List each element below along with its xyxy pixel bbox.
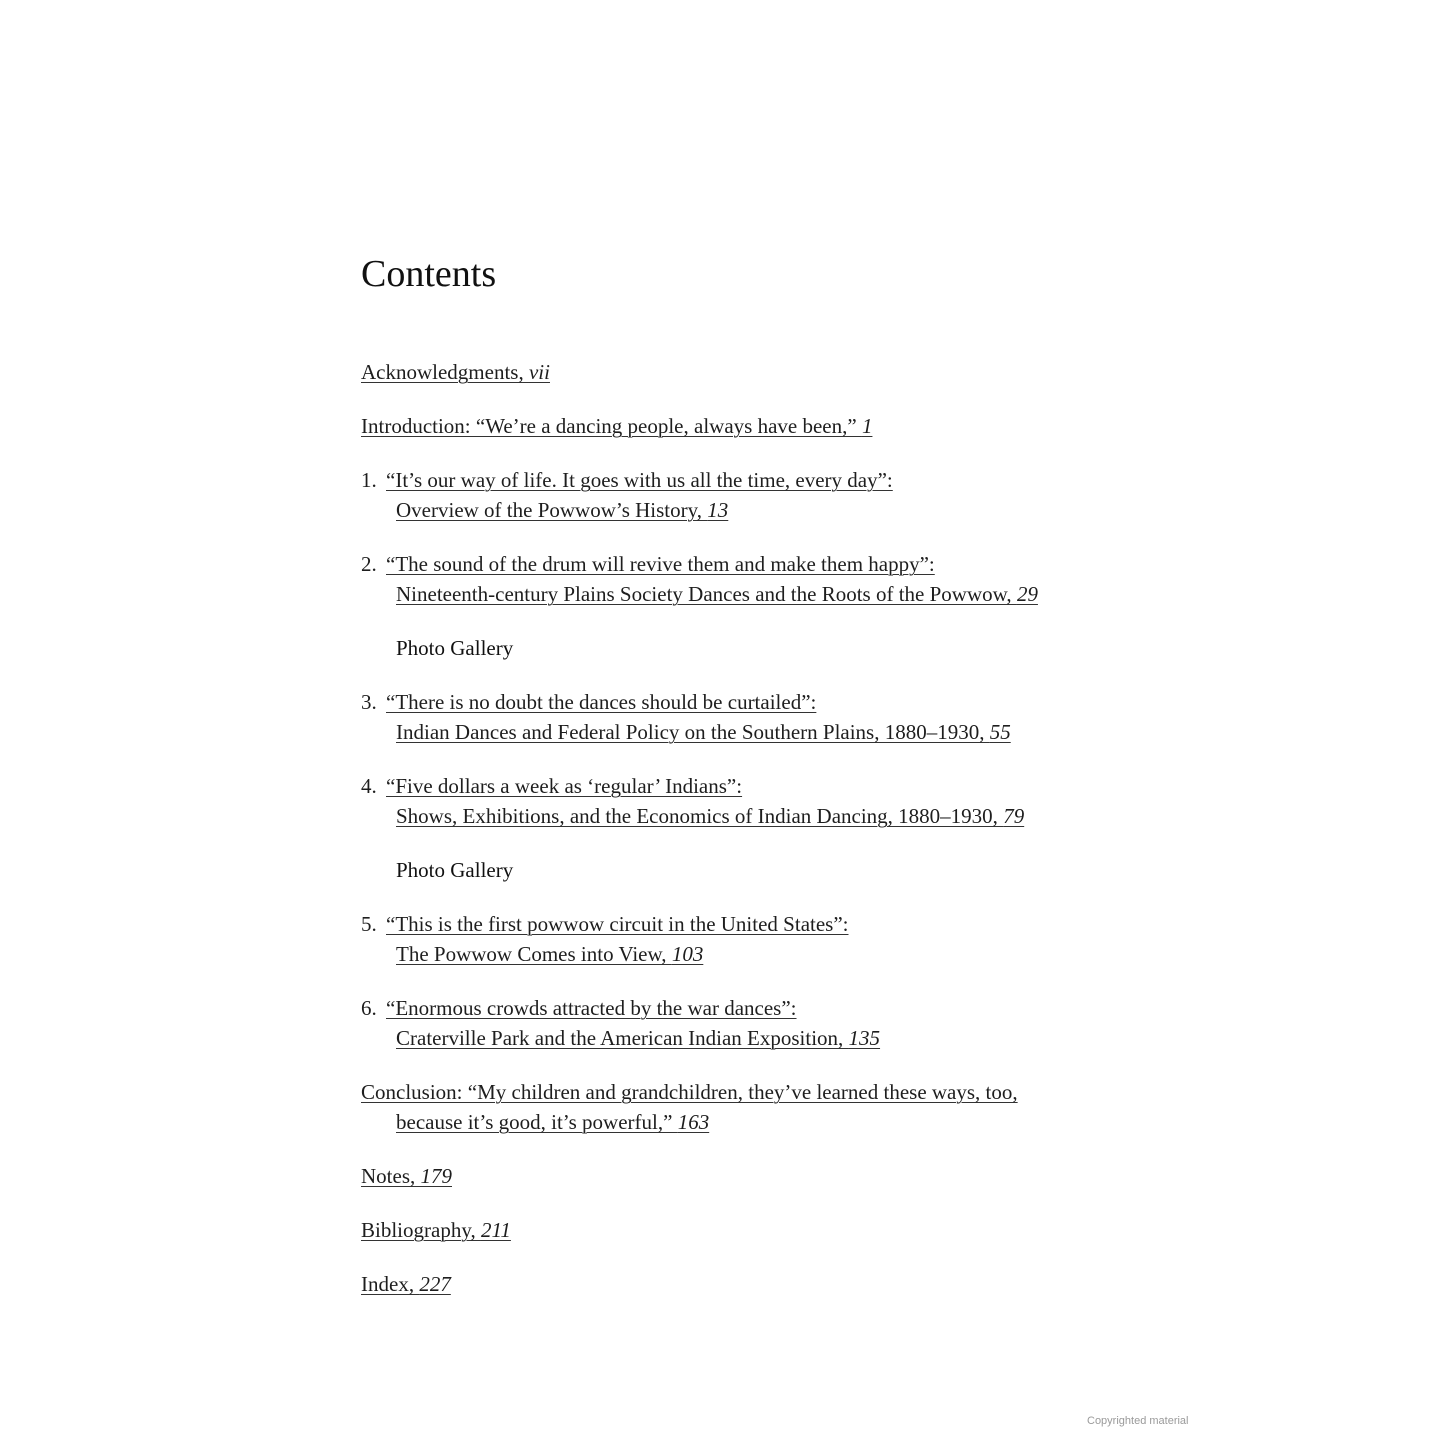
chapter-number: 1. xyxy=(361,468,377,492)
chapter-title: “It’s our way of life. It goes with us all the time, every day”: xyxy=(386,468,893,492)
chapter-number: 2. xyxy=(361,552,377,576)
toc-line xyxy=(361,411,872,441)
toc-line xyxy=(361,465,893,495)
toc-page-number: 55 xyxy=(989,720,1011,744)
toc-entry-chapter-6[interactable] xyxy=(361,993,880,1053)
toc-link-chapter-5-title[interactable] xyxy=(361,912,849,936)
toc-entry-chapter-4[interactable] xyxy=(361,771,1024,831)
toc-entry-text: Bibliography, xyxy=(361,1218,481,1242)
toc-link-chapter-3-subtitle[interactable] xyxy=(396,720,1011,744)
toc-link-chapter-6-subtitle[interactable] xyxy=(396,1026,880,1050)
toc-line xyxy=(361,1269,451,1299)
toc-line xyxy=(361,717,1011,747)
toc-link-conclusion-subtitle[interactable] xyxy=(396,1110,709,1134)
chapter-subtitle: Nineteenth-century Plains Society Dances and the Roots of the Powwow, xyxy=(396,582,1017,606)
chapter-subtitle: The Powwow Comes into View, xyxy=(396,942,672,966)
toc-page-number: 29 xyxy=(1016,582,1038,606)
toc-link-introduction[interactable] xyxy=(361,414,872,438)
toc-link-chapter-6-title[interactable] xyxy=(361,996,797,1020)
toc-page-number: 135 xyxy=(848,1026,881,1050)
conclusion-title: Conclusion: “My children and grandchildren, they’ve learned these ways, too, xyxy=(361,1080,1018,1104)
toc-entry-photo-gallery-1 xyxy=(361,633,513,663)
toc-line xyxy=(361,579,1038,609)
toc-entry-chapter-3[interactable] xyxy=(361,687,1011,747)
toc-line xyxy=(361,939,849,969)
toc-entry-chapter-1[interactable] xyxy=(361,465,893,525)
toc-link-bibliography[interactable] xyxy=(361,1218,511,1242)
toc-page-number: 163 xyxy=(677,1110,710,1134)
toc-line xyxy=(361,1023,880,1053)
toc-entry-acknowledgments[interactable] xyxy=(361,357,550,387)
toc-line xyxy=(361,1215,511,1245)
toc-entry-text: Index, xyxy=(361,1272,420,1296)
toc-line xyxy=(361,1107,1018,1137)
toc-link-notes[interactable] xyxy=(361,1164,452,1188)
toc-line xyxy=(361,771,1024,801)
chapter-subtitle: Indian Dances and Federal Policy on the Southern Plains, 1880–1930, xyxy=(396,720,990,744)
toc-page-number: 79 xyxy=(1003,804,1025,828)
conclusion-subtitle: because it’s good, it’s powerful,” xyxy=(396,1110,678,1134)
toc-entry-text: Acknowledgments, xyxy=(361,360,529,384)
toc-page-number: 211 xyxy=(480,1218,511,1242)
chapter-number: 6. xyxy=(361,996,377,1020)
toc-entry-chapter-5[interactable] xyxy=(361,909,849,969)
toc-line xyxy=(361,495,893,525)
toc-entry-bibliography[interactable] xyxy=(361,1215,511,1245)
photo-gallery-label: Photo Gallery xyxy=(396,636,514,660)
toc-line xyxy=(361,801,1024,831)
chapter-title: “Enormous crowds attracted by the war dances”: xyxy=(386,996,797,1020)
toc-link-chapter-2-subtitle[interactable] xyxy=(396,582,1038,606)
toc-entry-index[interactable] xyxy=(361,1269,451,1299)
toc-entry-conclusion[interactable] xyxy=(361,1077,1018,1137)
toc-page-number: 179 xyxy=(420,1164,452,1188)
toc-entry-text: Notes, xyxy=(361,1164,421,1188)
chapter-title: “The sound of the drum will revive them and make them happy”: xyxy=(386,552,935,576)
chapter-number: 3. xyxy=(361,690,377,714)
toc-entry-introduction[interactable] xyxy=(361,411,872,441)
toc-page-number: 13 xyxy=(707,498,729,522)
chapter-subtitle: Shows, Exhibitions, and the Economics of Indian Dancing, 1880–1930, xyxy=(396,804,1004,828)
toc-link-chapter-2-title[interactable] xyxy=(361,552,935,576)
chapter-title: “There is no doubt the dances should be curtailed”: xyxy=(386,690,817,714)
toc-page-number: 1 xyxy=(861,414,873,438)
toc-entry-notes[interactable] xyxy=(361,1161,452,1191)
copyright-footer: Copyrighted material xyxy=(1087,1415,1189,1427)
toc-entry-photo-gallery-2 xyxy=(361,855,513,885)
toc-line xyxy=(361,687,1011,717)
toc-page-number: vii xyxy=(528,360,550,384)
toc-line xyxy=(361,357,550,387)
chapter-subtitle: Overview of the Powwow’s History, xyxy=(396,498,708,522)
toc-link-chapter-3-title[interactable] xyxy=(361,690,816,714)
toc-entry-chapter-2[interactable] xyxy=(361,549,1038,609)
toc-link-chapter-1-title[interactable] xyxy=(361,468,893,492)
toc-line xyxy=(361,909,849,939)
toc-link-conclusion-title[interactable] xyxy=(361,1080,1018,1104)
toc-page-number: 103 xyxy=(671,942,704,966)
photo-gallery-label: Photo Gallery xyxy=(396,858,514,882)
toc-line xyxy=(361,1077,1018,1107)
toc-link-acknowledgments[interactable] xyxy=(361,360,550,384)
toc-link-chapter-4-title[interactable] xyxy=(361,774,742,798)
page-title: Contents xyxy=(361,253,497,295)
chapter-title: “Five dollars a week as ‘regular’ Indians”: xyxy=(386,774,743,798)
toc-line xyxy=(361,549,1038,579)
toc-link-index[interactable] xyxy=(361,1272,451,1296)
toc-link-chapter-5-subtitle[interactable] xyxy=(396,942,703,966)
toc-line xyxy=(361,1161,452,1191)
toc-line xyxy=(361,993,880,1023)
toc-page-number: 227 xyxy=(419,1272,451,1296)
chapter-number: 4. xyxy=(361,774,377,798)
chapter-number: 5. xyxy=(361,912,377,936)
chapter-title: “This is the first powwow circuit in the United States”: xyxy=(386,912,849,936)
toc-entry-text: Introduction: “We’re a dancing people, always have been,” xyxy=(361,414,862,438)
toc-link-chapter-1-subtitle[interactable] xyxy=(396,498,728,522)
toc-link-chapter-4-subtitle[interactable] xyxy=(396,804,1024,828)
chapter-subtitle: Craterville Park and the American Indian Exposition, xyxy=(396,1026,849,1050)
